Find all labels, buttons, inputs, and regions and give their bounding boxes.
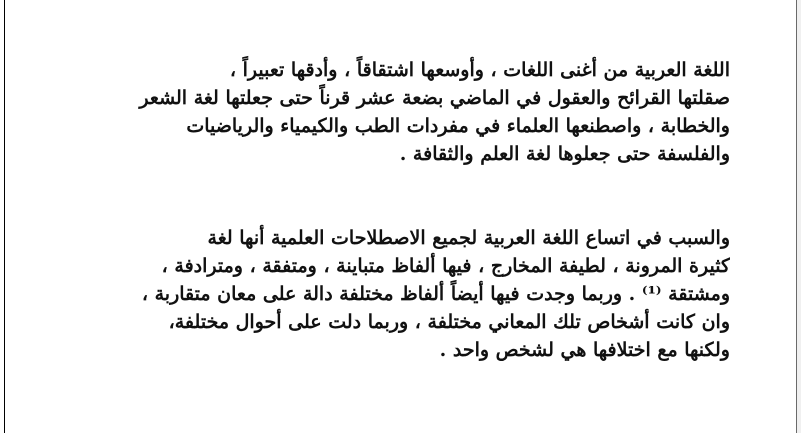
text-line: صقلتها القرائح والعقول في الماضي بضعة عشر قرناً حتى جعلتها لغة الشعر: [139, 87, 730, 109]
paragraph-1: [36, 56, 730, 168]
text-line: اللغة العربية من أغنى اللغات ، وأوسعها اشتقاقاً ، وأدقها تعبيراً ،: [229, 59, 730, 81]
text-line: كثيرة المرونة ، لطيفة المخارج ، فيها ألفاظ متباينة ، ومتفقة ، ومترادفة ،: [161, 255, 730, 277]
paragraph-2: [36, 224, 730, 364]
text-line: والخطابة ، واصطنعها العلماء في مفردات الطب والكيمياء والرياضيات: [186, 115, 730, 137]
text-line: ولكنها مع اختلافها هي لشخص واحد .: [439, 339, 730, 361]
text-line: وان كانت أشخاص تلك المعاني مختلفة ، وربما دلت على أحوال مختلفة،: [168, 311, 730, 333]
text-line: والفلسفة حتى جعلوها لغة العلم والثقافة .: [399, 143, 730, 165]
text-line: والسبب في اتساع اللغة العربية لجميع الاصطلاحات العلمية أنها لغة: [207, 227, 730, 249]
page-left-border: [4, 0, 5, 433]
scrollbar-track[interactable]: [797, 0, 801, 433]
text-line: ومشتقة ⁽¹⁾ . وربما وجدت فيها أيضاً ألفاظ مختلفة دالة على معان متقاربة ،: [141, 283, 730, 305]
document-page: [36, 0, 730, 433]
